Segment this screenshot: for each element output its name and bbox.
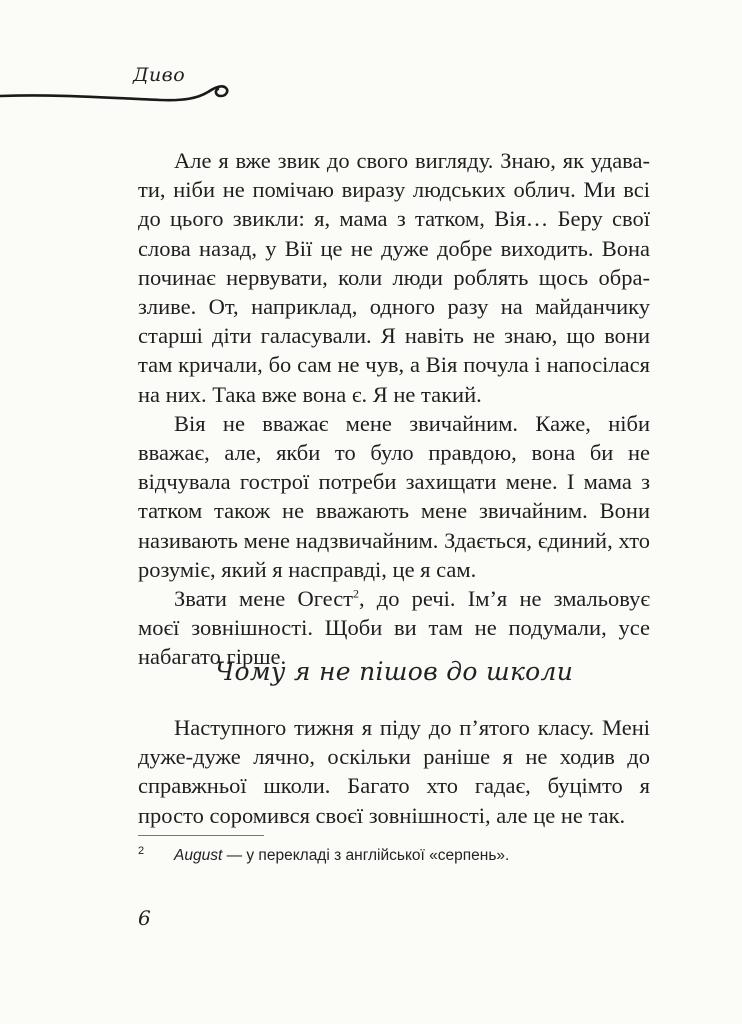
footnote-term: August xyxy=(174,847,223,864)
running-head-ornament xyxy=(0,58,260,118)
running-head-title: Диво xyxy=(133,64,186,86)
paragraph-text: , до речі. Ім’я не змальовує моєї зовнішності. Щоби ви там не подумали, усе набагато гірше. xyxy=(138,586,650,670)
paragraph: Наступного тижня я піду до п’ятого класу. Мені дуже-дуже лячно, оскільки раніше я не ходив до справжньої школи. Багато хто гадає, буцімто я просто соромився своєї зовнішності, але це не так. xyxy=(138,715,650,828)
paragraph: Але я вже звик до свого вигляду. Знаю, як удавати, ніби не помічаю виразу людських облич. Ми всі до цього звикли: я, мама з татком, Вія… Беру свої слова назад, у Вії це не дуже добре виходить. Вона починає нервувати, коли люди роблять щось образливе. От, наприклад, одного разу на майданчику старші діти галасували. Я навіть не знаю, що вони там кричали, бо сам не чув, а Вія почула і напосілася на них. Така вже вона є. Я не такий. xyxy=(138,148,650,407)
footnote-reference[interactable]: 2 xyxy=(353,586,360,601)
main-text xyxy=(138,146,650,672)
page-number: 6 xyxy=(138,906,151,930)
section-heading: Чому я не пішов до школи xyxy=(214,657,574,686)
section-text xyxy=(138,713,650,830)
footnote-text: — у перекладі з англійської «серпень». xyxy=(222,847,510,864)
flourish-line-icon xyxy=(0,58,260,118)
paragraph: Вія не вважає мене звичайним. Каже, ніби вважає, але, якби то було правдою, вона би не відчувала гострої потреби захищати мене. І мама з татком також не вважають мене звичайним. Вони називають мене надзвичайним. Здається, єдиний, хто розуміє, який я насправді, це я сам. xyxy=(138,410,650,582)
footnote-divider xyxy=(138,835,264,836)
footnote: 2 August — у перекладі з англійської «серпень». xyxy=(138,844,510,864)
paragraph-text: Звати мене Огест xyxy=(174,586,354,612)
